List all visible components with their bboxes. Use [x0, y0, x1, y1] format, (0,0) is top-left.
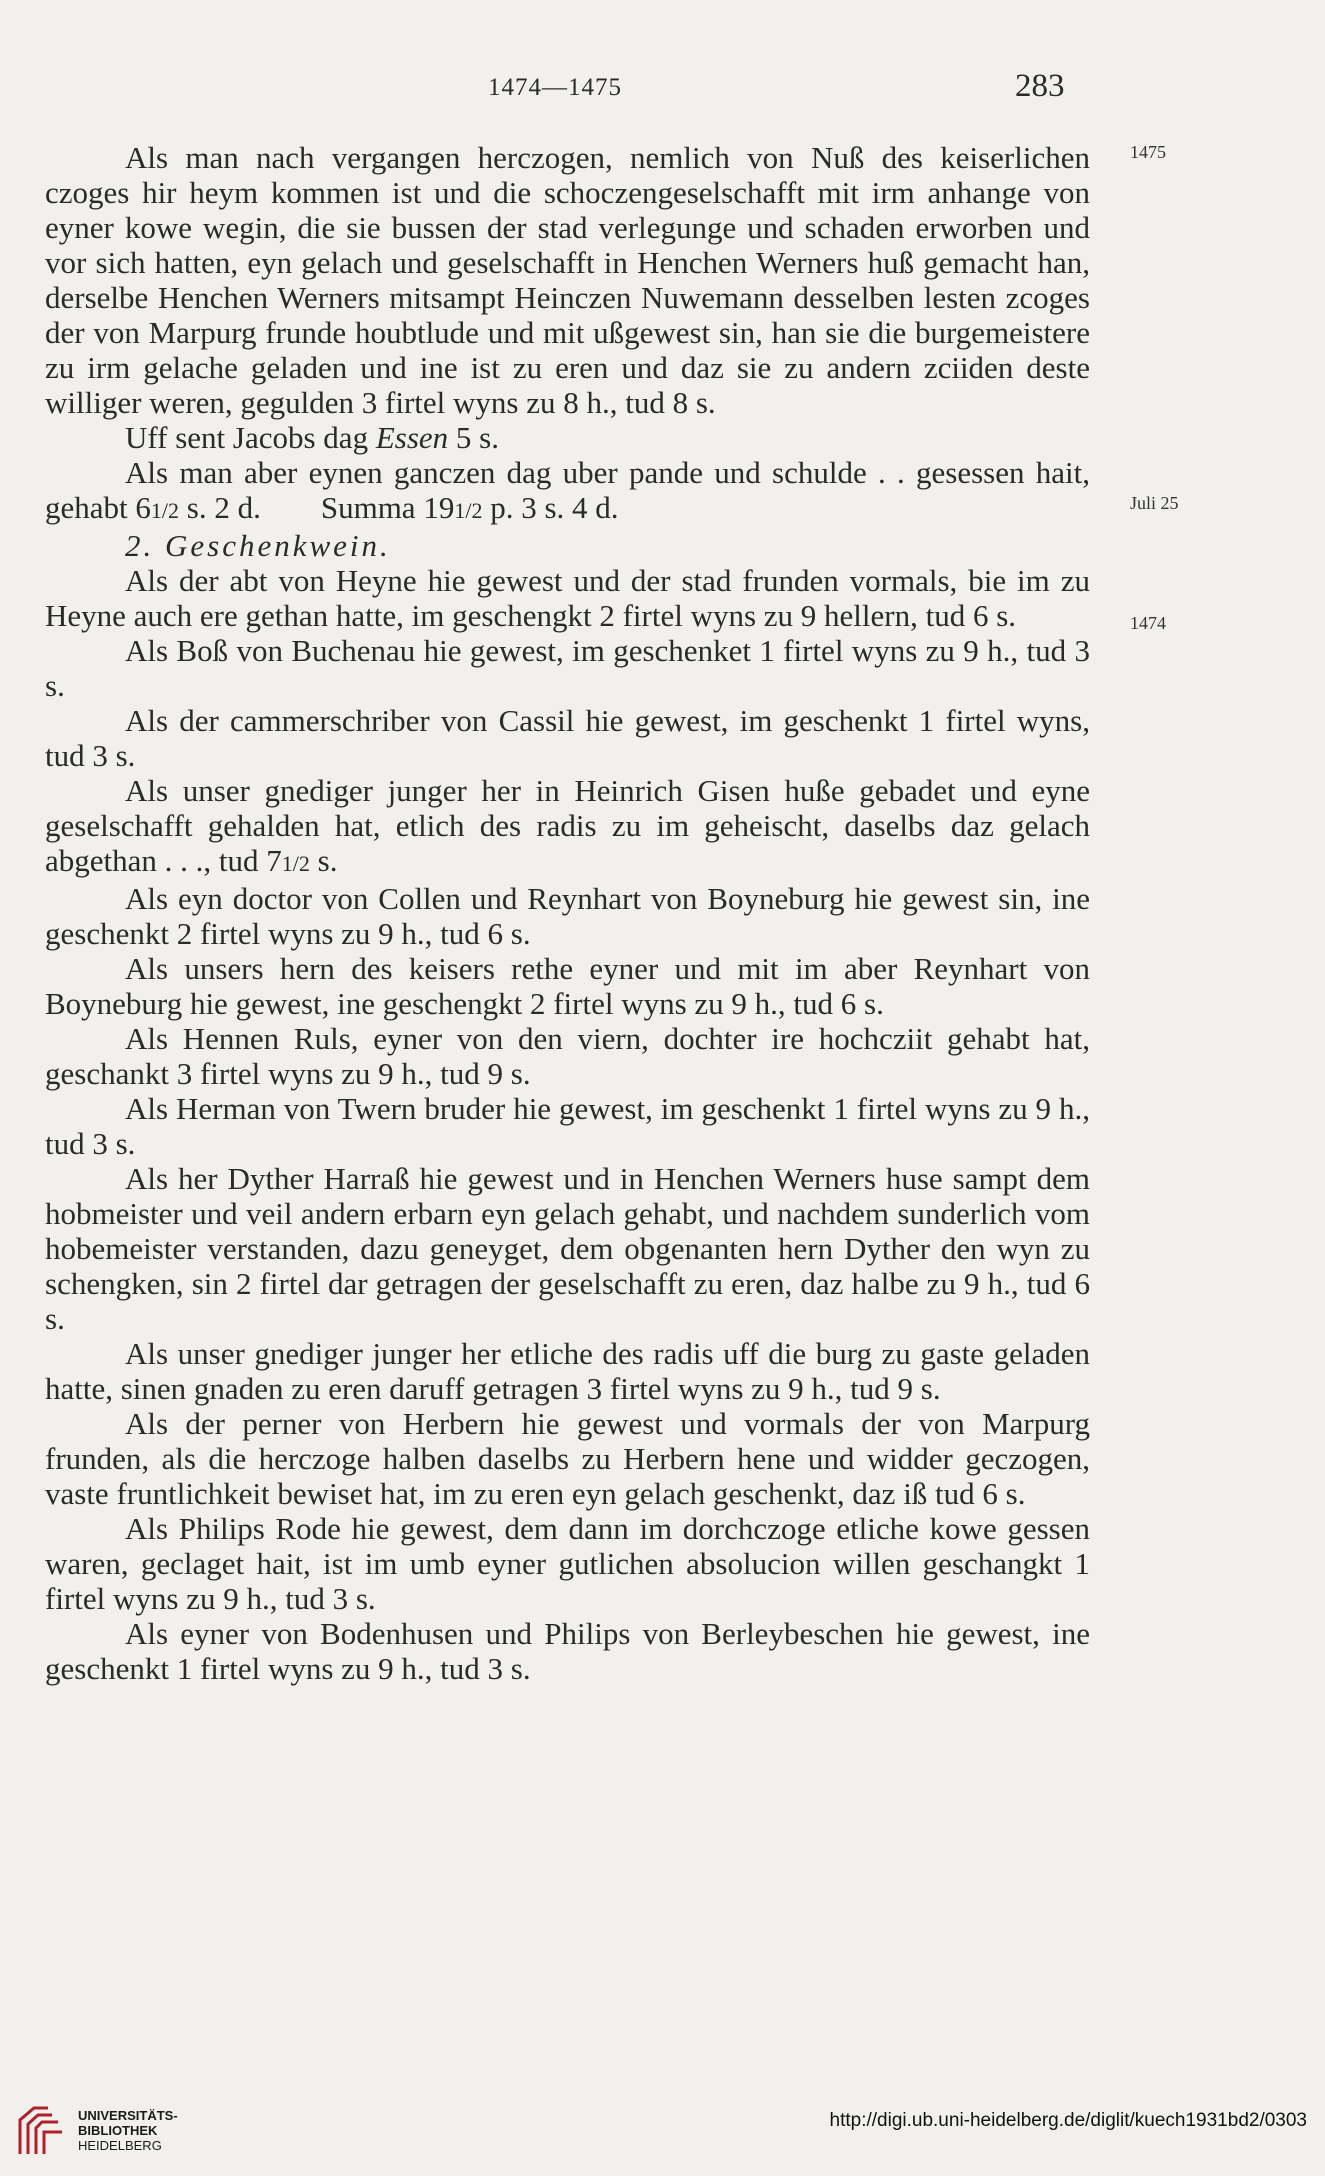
- paragraph: Als eyn doctor von Collen und Reynhart von Boyneburg hie gewest sin, ine geschenkt 2 firtel wyns zu 9 h., tud 6 s.: [45, 881, 1090, 951]
- text-run: Als unser gnediger junger her in Heinrich Gisen huße gebadet und eyne geselschafft gehalden hat, etlich des radis zu im geheischt, daselbs daz gelach abgethan . . ., tud 7: [45, 773, 1090, 878]
- paragraph: Als der perner von Herbern hie gewest und vormals der von Marpurg frunden, als die herczoge halben daselbs zu Herbern hene und widder geczogen, vaste fruntlichkeit bewiset hat, im zu eren eyn gelach geschenkt, daz iß tud 6 s.: [45, 1406, 1090, 1511]
- page-header: [0, 68, 1325, 114]
- fraction: 1/2: [281, 851, 310, 876]
- paragraph: [45, 420, 1090, 455]
- library-name-line: UNIVERSITÄTS-: [78, 2108, 178, 2123]
- text-run: s. 2 d.: [179, 490, 261, 525]
- margin-year-1474: 1474: [1130, 613, 1166, 633]
- library-logo-icon: [14, 2100, 66, 2160]
- page-number: 283: [1015, 68, 1065, 104]
- margin-date-juli-25: Juli 25: [1130, 493, 1179, 513]
- paragraph: Als der cammerschriber von Cassil hie gewest, im geschenkt 1 firtel wyns, tud 3 s.: [45, 703, 1090, 773]
- paragraph: Als Herman von Twern bruder hie gewest, im geschenkt 1 firtel wyns zu 9 h., tud 3 s.: [45, 1091, 1090, 1161]
- source-url-link[interactable]: http://digi.ub.uni-heidelberg.de/diglit/kuech1931bd2/0303: [829, 2110, 1307, 2131]
- library-name-line: HEIDELBERG: [78, 2138, 162, 2153]
- text-run: s.: [309, 843, 338, 878]
- place-name: Essen: [375, 420, 449, 455]
- margin-year-1475: 1475: [1130, 142, 1166, 162]
- paragraph: Als Boß von Buchenau hie gewest, im geschenket 1 firtel wyns zu 9 h., tud 3 s.: [45, 633, 1090, 703]
- paragraph: Als Hennen Ruls, eyner von den viern, dochter ire hochcziit gehabt hat, geschankt 3 firtel wyns zu 9 h., tud 9 s.: [45, 1021, 1090, 1091]
- paragraph: Als eyner von Bodenhusen und Philips von Berleybeschen hie gewest, ine geschenkt 1 firtel wyns zu 9 h., tud 3 s.: [45, 1616, 1090, 1686]
- text-run: Als man aber eynen ganczen dag uber pande und schulde . . gesessen hait, gehabt 6: [45, 455, 1090, 525]
- text-run: p. 3 s. 4 d.: [482, 490, 619, 525]
- paragraph: Als Philips Rode hie gewest, dem dann im dorchczoge etliche kowe gessen waren, geclaget hait, ist im umb eyner gutlichen absolucion willen geschangkt 1 firtel wyns zu 9 h., tud 3 s.: [45, 1511, 1090, 1616]
- section-heading: 2. Geschenkwein.: [125, 528, 391, 563]
- library-name-line: BIBLIOTHEK: [78, 2123, 158, 2138]
- paragraph: Als her Dyther Harraß hie gewest und in Henchen Werners huse sampt dem hobmeister und veil andern erbarn eyn gelach gehabt, und nachdem sunderlich vom hobemeister verstanden, dazu geneyget, dem obgenanten hern Dyther den wyn zu schengken, sin 2 firtel dar getragen der geselschafft zu eren, daz halbe zu 9 h., tud 6 s.: [45, 1161, 1090, 1336]
- summa-label: Summa 19: [320, 490, 455, 525]
- paragraph: Als man nach vergangen herczogen, nemlich von Nuß des keiserlichen czoges hir heym kommen ist und die schoczengeselschafft mit irm anhange von eyner kowe wegin, die sie bussen der stad verlegunge und schaden erworben und vor sich hatten, eyn gelach und geselschafft in Henchen Werners huß gemacht han, derselbe Henchen Werners mitsampt Heinczen Nuwemann desselben lesten zcoges der von Marpurg frunde houbtlude und mit ußgewest sin, han sie die burgemeistere zu irm gelache geladen und ine ist zu eren und daz sie zu andern zciiden deste williger weren, gegulden 3 firtel wyns zu 8 h., tud 8 s.: [45, 140, 1090, 420]
- body-text: [45, 140, 1090, 1686]
- text-run: 5 s.: [448, 420, 499, 455]
- paragraph: Als der abt von Heyne hie gewest und der stad frunden vormals, bie im zu Heyne auch ere gethan hatte, im geschengkt 2 firtel wyns zu 9 hellern, tud 6 s.: [45, 563, 1090, 633]
- paragraph: [45, 455, 1090, 528]
- paragraph: Als unsers hern des keisers rethe eyner und mit im aber Reynhart von Boyneburg hie gewest, ine geschengkt 2 firtel wyns zu 9 h., tud 6 s.: [45, 951, 1090, 1021]
- year-range: 1474—1475: [488, 74, 622, 101]
- library-name: [78, 2108, 178, 2153]
- paragraph: Als unser gnediger junger her etliche des radis uff die burg zu gaste geladen hatte, sinen gnaden zu eren daruff getragen 3 firtel wyns zu 9 h., tud 9 s.: [45, 1336, 1090, 1406]
- fraction: 1/2: [454, 498, 483, 523]
- fraction: 1/2: [150, 498, 180, 523]
- paragraph: [45, 773, 1090, 881]
- library-footer: [0, 2098, 1325, 2168]
- text-run: Uff sent Jacobs dag: [125, 420, 376, 455]
